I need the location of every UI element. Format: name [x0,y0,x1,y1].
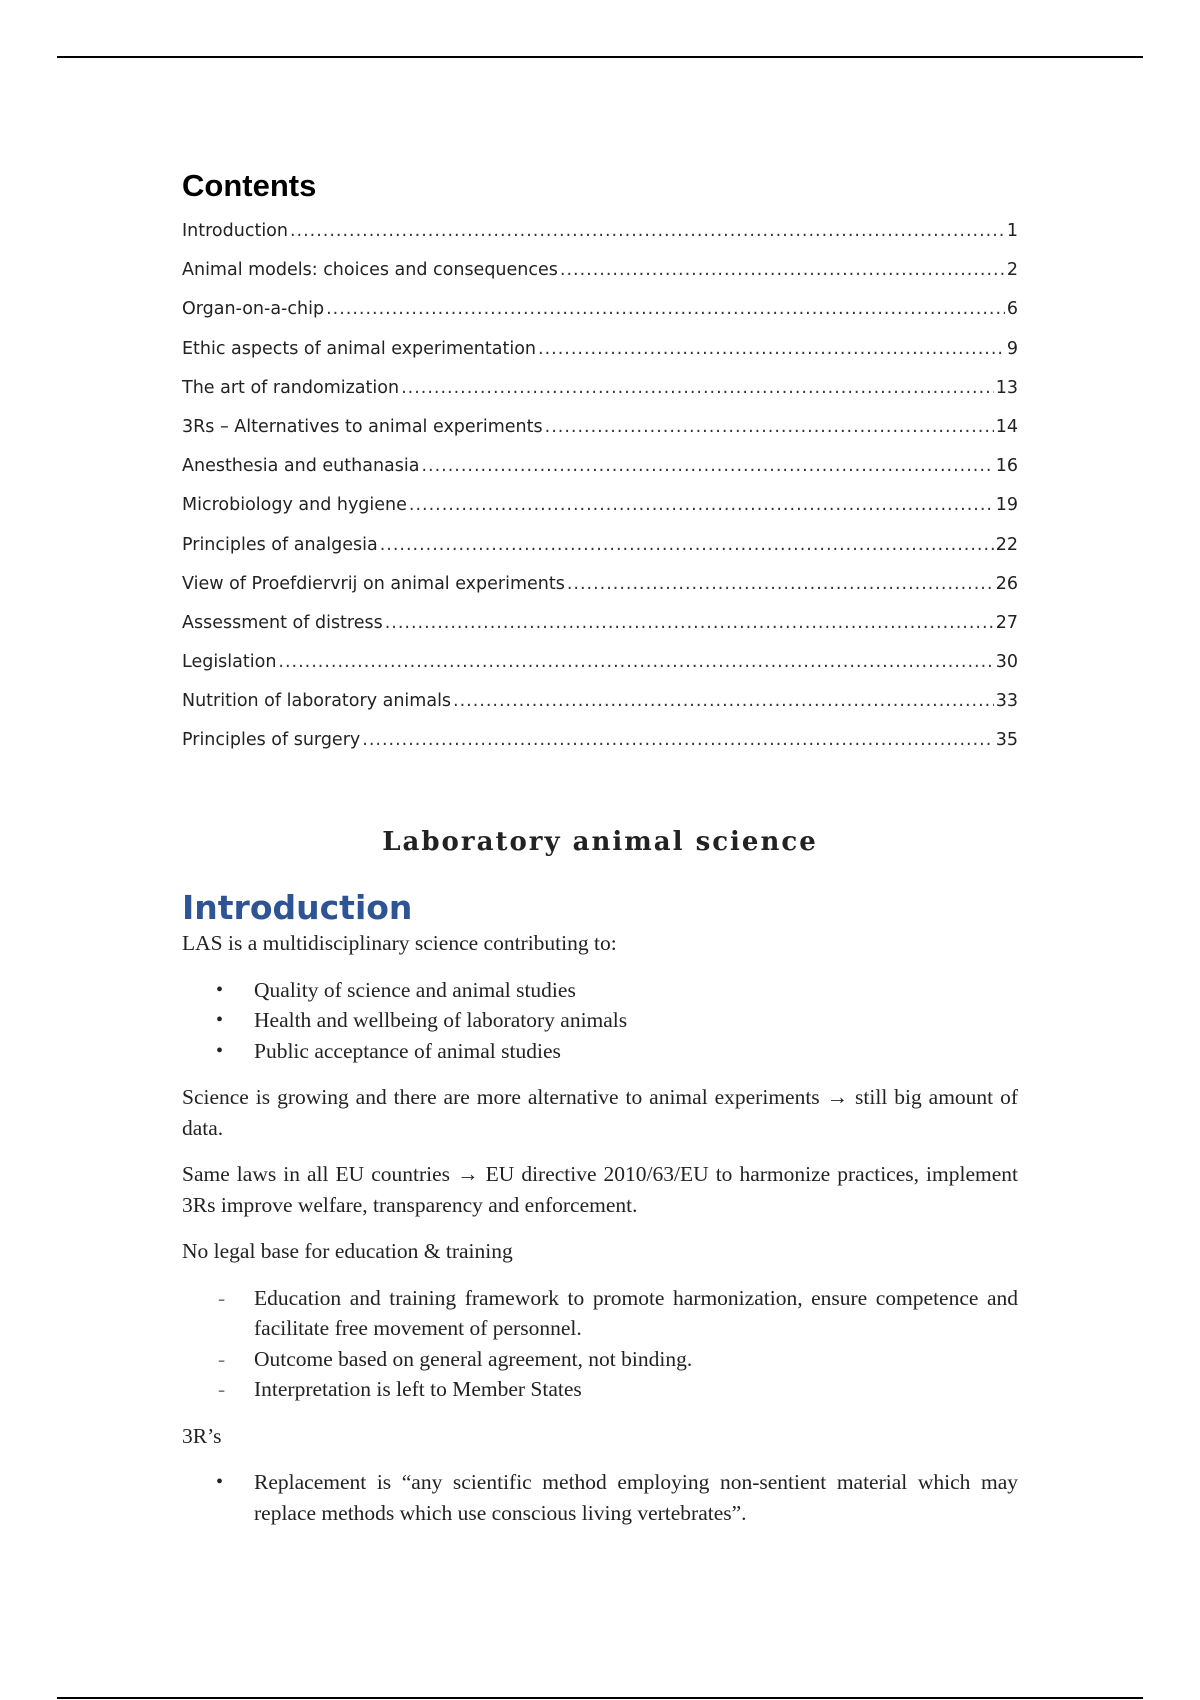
toc-entry[interactable] [182,730,1018,769]
dash-icon: - [218,1285,226,1310]
toc-entry-label: Ethic aspects of animal experimentation [182,338,536,359]
toc-dot-leader [567,574,994,594]
contribution-item-text: Health and wellbeing of laboratory animals [254,1008,628,1032]
training-item [182,1374,1018,1405]
toc-entry-page: 13 [995,377,1018,398]
contribution-item [182,1005,1018,1036]
toc-entry-label: Legislation [182,652,277,673]
toc-dot-leader [538,339,1005,359]
three-rs-label: 3R’s [182,1423,222,1448]
contribution-item-text: Quality of science and animal studies [254,977,576,1002]
toc-entry-label: Nutrition of laboratory animals [182,691,452,712]
document-title: Laboratory animal science [382,827,818,857]
three-rs-item [182,1467,1018,1528]
toc-entry-label: Organ-on-a-chip [182,299,325,320]
toc-entry-label: Animal models: choices and consequences [182,260,558,281]
toc-entry[interactable] [182,339,1018,378]
toc-entry[interactable] [182,456,1018,495]
toc-entry[interactable] [182,535,1018,574]
toc-entry-page: 22 [995,534,1018,555]
toc-entry[interactable] [182,613,1018,652]
toc-entry-page: 27 [995,612,1018,633]
toc-entry[interactable] [182,260,1018,299]
bullet-icon: • [216,978,224,1001]
toc-dot-leader [401,378,994,398]
table-of-contents [182,221,1018,770]
toc-entry[interactable] [182,574,1018,613]
footer-rule [57,1697,1143,1699]
training-item [182,1344,1018,1375]
dash-icon: - [218,1346,226,1371]
toc-dot-leader [421,456,993,476]
paragraph-education: No legal base for education & training [182,1239,513,1263]
toc-entry-label: Principles of surgery [182,730,361,751]
toc-entry-label: Microbiology and hygiene [182,495,407,516]
toc-entry-label: Anesthesia and euthanasia [182,456,420,477]
toc-dot-leader [326,299,1005,319]
toc-dot-leader [453,691,994,711]
toc-dot-leader [380,535,994,555]
bullet-icon: • [216,1471,224,1493]
contributions-list [182,975,1018,1067]
contribution-item-text: Public acceptance of animal studies [254,1038,561,1063]
dash-icon: - [218,1377,226,1401]
contribution-item [182,1036,1018,1067]
toc-entry[interactable] [182,495,1018,534]
toc-entry-page: 19 [995,495,1018,516]
contribution-item [182,975,1018,1006]
training-points-list [182,1283,1018,1405]
toc-entry[interactable] [182,652,1018,691]
toc-entry-label: The art of randomization [182,377,400,398]
toc-dot-leader [290,221,1005,241]
toc-entry-label: View of Proefdiervrij on animal experiments [182,573,565,594]
toc-entry-page: 2 [1006,260,1018,281]
toc-entry-page: 1 [1006,221,1018,241]
toc-dot-leader [545,417,994,437]
toc-entry-page: 30 [995,652,1018,673]
toc-entry-label: Introduction [182,221,288,241]
toc-title: Contents [182,168,317,203]
toc-entry-page: 16 [995,456,1018,477]
header-rule [57,56,1143,58]
toc-entry-page: 14 [995,416,1018,437]
intro-paragraph: LAS is a multidisciplinary science contributing to: [182,931,617,955]
toc-dot-leader [560,260,1005,280]
toc-dot-leader [409,495,994,515]
training-item-text: Outcome based on general agreement, not binding. [254,1346,693,1371]
toc-entry-page: 35 [995,730,1018,751]
toc-entry-page: 26 [995,573,1018,594]
toc-entry-label: Principles of analgesia [182,534,378,555]
toc-entry[interactable] [182,299,1018,338]
training-item [182,1283,1018,1344]
introduction-body [182,928,1018,1544]
three-rs-item-text: Replacement is “any scientific method employing non-sentient material which may replace methods which use conscious living vertebrates”. [254,1470,1018,1525]
toc-entry-page: 6 [1006,299,1018,320]
paragraph-science: Science is growing and there are more alternative to animal experiments → still big amount of data. [182,1085,1018,1140]
training-item-text: Interpretation is left to Member States [254,1377,582,1401]
toc-dot-leader [278,652,993,672]
toc-entry-label: 3Rs – Alternatives to animal experiments [182,416,543,437]
toc-entry-page: 33 [995,691,1018,712]
bullet-icon: • [216,1009,224,1031]
toc-entry[interactable] [182,417,1018,456]
toc-entry-page: 9 [1006,338,1018,359]
toc-entry[interactable] [182,378,1018,417]
paragraph-laws: Same laws in all EU countries → EU directive 2010/63/EU to harmonize practices, implement 3Rs improve welfare, transparency and enforcement. [182,1162,1018,1217]
three-rs-list [182,1467,1018,1528]
section-heading-introduction: Introduction [182,888,413,927]
toc-dot-leader [362,730,993,750]
toc-entry-label: Assessment of distress [182,612,383,633]
toc-entry[interactable] [182,221,1018,260]
toc-dot-leader [385,613,994,633]
training-item-text: Education and training framework to promote harmonization, ensure competence and facilitate free movement of personnel. [254,1285,1018,1340]
toc-entry[interactable] [182,691,1018,730]
bullet-icon: • [216,1039,224,1062]
